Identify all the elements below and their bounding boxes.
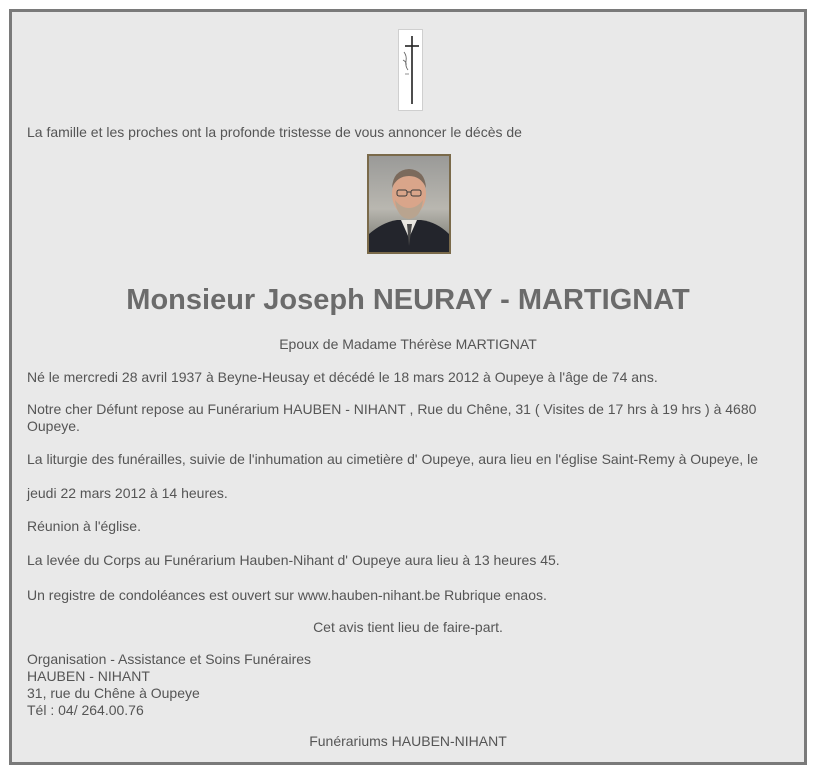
- liturgy-date-text: jeudi 22 mars 2012 à 14 heures.: [27, 485, 228, 501]
- repose-text: Notre cher Défunt repose au Funérarium HAUBEN - NIHANT , Rue du Chêne, 31 ( Visites de 17 hrs à 19 hrs ) à 4680 Oupeye.: [27, 401, 757, 434]
- footer-text: Funérariums HAUBEN-NIHANT: [309, 733, 507, 749]
- register-text: Un registre de condoléances est ouvert sur www.hauben-nihant.be Rubrique enaos.: [27, 587, 547, 603]
- organisation-line-3: 31, rue du Chêne à Oupeye: [27, 685, 200, 701]
- levee-text: La levée du Corps au Funérarium Hauben-Nihant d' Oupeye aura lieu à 13 heures 45.: [27, 552, 560, 568]
- spouse-text: Epoux de Madame Thérèse MARTIGNAT: [279, 336, 537, 352]
- organisation-line-2: HAUBEN - NIHANT: [27, 668, 150, 684]
- obituary-card: [9, 9, 807, 765]
- organisation-line-1: Organisation - Assistance et Soins Funéraires: [27, 651, 312, 667]
- liturgy-text: La liturgie des funérailles, suivie de l'inhumation au cimetière d' Oupeye, aura lieu en l'église Saint-Remy à Oupeye, le: [27, 451, 758, 467]
- meeting-text: Réunion à l'église.: [27, 518, 141, 534]
- deceased-name: Monsieur Joseph NEURAY - MARTIGNAT: [126, 284, 690, 316]
- cross-emblem: [398, 29, 423, 111]
- birth-death-text: Né le mercredi 28 avril 1937 à Beyne-Heusay et décédé le 18 mars 2012 à Oupeye à l'âge de 74 ans.: [27, 369, 658, 385]
- notice-text: Cet avis tient lieu de faire-part.: [313, 619, 503, 635]
- intro-text: La famille et les proches ont la profonde tristesse de vous annoncer le décès de: [27, 124, 522, 140]
- portrait-photo: [367, 154, 451, 254]
- organisation-phone: Tél : 04/ 264.00.76: [27, 702, 144, 718]
- cross-icon: [399, 30, 422, 110]
